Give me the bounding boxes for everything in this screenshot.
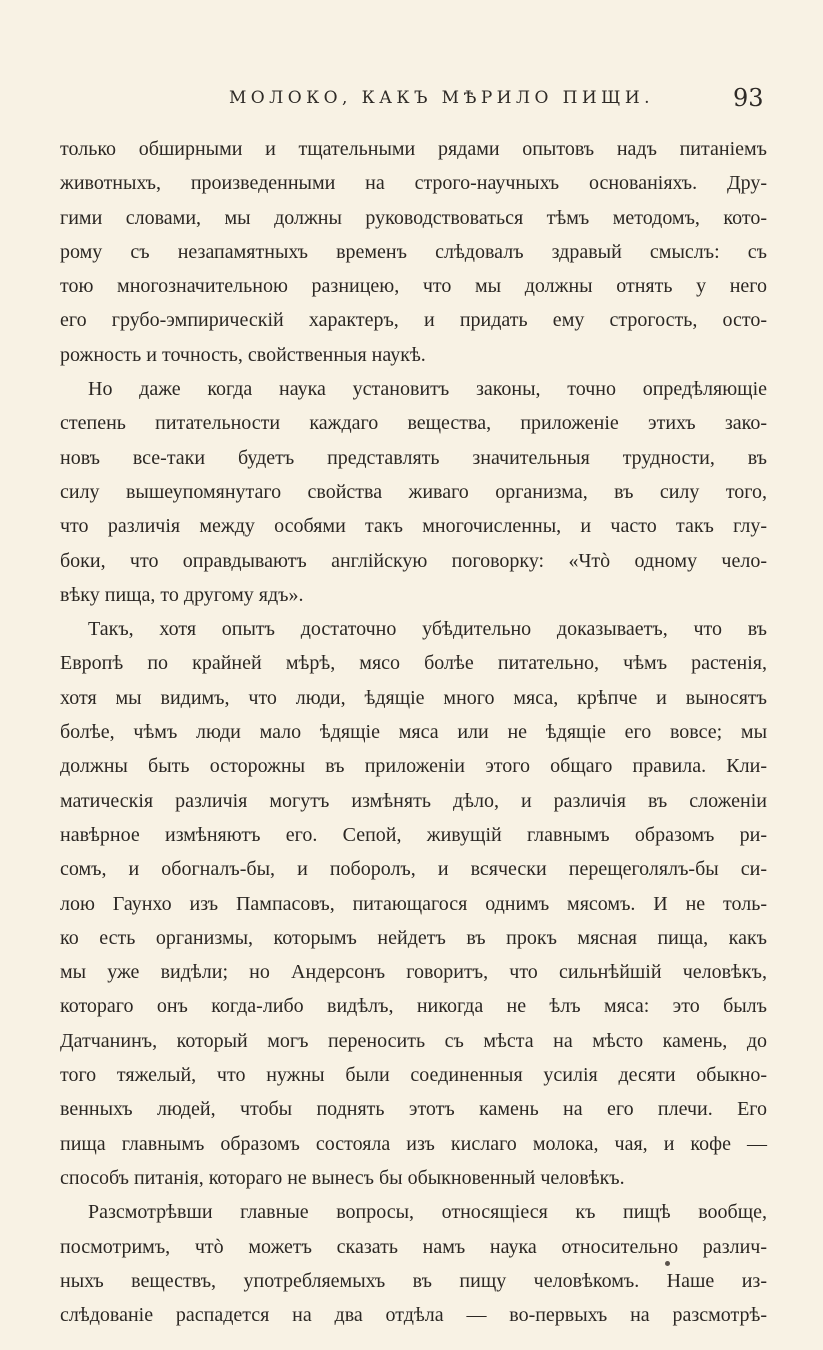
text-line: рожность и точность, свойственныя наукѣ. bbox=[60, 343, 426, 366]
text-line: пища главнымъ образомъ состояла изъ кислаго молока, чая, и кофе — bbox=[60, 1132, 767, 1155]
page-number: 93 bbox=[733, 84, 764, 112]
text-line: ко есть организмы, которымъ нейдетъ въ прокъ мясная пища, какъ bbox=[60, 926, 767, 949]
text-line: животныхъ, произведенными на строго-научныхъ основаніяхъ. Дру- bbox=[60, 172, 767, 195]
text-line: слѣдованіе распадется на два отдѣла — во-первыхъ на разсмотрѣ- bbox=[60, 1304, 767, 1327]
text-line: Датчанинъ, который могъ переносить съ мѣста на мѣсто камень, до bbox=[60, 1029, 767, 1052]
text-line: болѣе, чѣмъ люди мало ѣдящіе мяса или не ѣдящіе его вовсе; мы bbox=[60, 721, 767, 744]
text-line: его грубо-эмпирическій характеръ, и придать ему строгость, осто- bbox=[60, 309, 767, 332]
text-line: силу вышеупомянутаго свойства живаго организма, въ силу того, bbox=[60, 480, 767, 503]
text-line: сомъ, и обогналъ-бы, и поборолъ, и всячески перещеголялъ-бы си- bbox=[60, 858, 767, 881]
text-line: ныхъ веществъ, употребляемыхъ въ пищу человѣкомъ. Наше из- bbox=[60, 1269, 767, 1292]
text-line: степень питательности каждаго вещества, приложеніе этихъ зако- bbox=[60, 412, 767, 435]
text-line: хотя мы видимъ, что люди, ѣдящіе много мяса, крѣпче и выносятъ bbox=[60, 686, 767, 709]
text-line: посмотримъ, чтò можетъ сказать намъ наука относительно различ- bbox=[60, 1235, 767, 1258]
text-line: способъ питанія, котораго не вынесъ бы обыкновенный человѣкъ. bbox=[60, 1166, 625, 1189]
running-head bbox=[0, 84, 823, 116]
body-text bbox=[60, 132, 767, 1332]
text-line: гими словами, мы должны руководствоваться тѣмъ методомъ, кото- bbox=[60, 206, 767, 229]
text-line: лою Гаунхо изъ Пампасовъ, питающагося однимъ мясомъ. И не толь- bbox=[60, 892, 767, 915]
text-line: Разсмотрѣвши главные вопросы, относящіеся къ пищѣ вообще, bbox=[88, 1201, 767, 1224]
ink-speck bbox=[665, 1261, 670, 1266]
text-line: Европѣ по крайней мѣрѣ, мясо болѣе питательно, чѣмъ растенія, bbox=[60, 652, 767, 675]
text-line: котораго онъ когда-либо видѣлъ, никогда не ѣлъ мяса: это былъ bbox=[60, 995, 767, 1018]
text-line: матическія различія могутъ измѣнять дѣло, и различія въ сложеніи bbox=[60, 789, 767, 812]
text-line: вѣку пища, то другому ядъ». bbox=[60, 583, 304, 606]
text-line: того тяжелый, что нужны были соединенныя усилія десяти обыкно- bbox=[60, 1064, 767, 1087]
text-line: боки, что оправдываютъ англійскую поговорку: «Чтò одному чело- bbox=[60, 549, 767, 572]
text-line: новъ все-таки будетъ представлять значительныя трудности, въ bbox=[60, 446, 767, 469]
text-line: тою многозначительною разницею, что мы должны отнять у него bbox=[60, 275, 767, 298]
text-line: рому съ незапамятныхъ временъ слѣдовалъ здравый смыслъ: съ bbox=[60, 240, 767, 263]
running-title: МОЛОКО, КАКЪ МѢРИЛО ПИЩИ. bbox=[229, 88, 654, 108]
text-line: что различія между особями такъ многочисленны, и часто такъ глу- bbox=[60, 515, 767, 538]
text-line: Но даже когда наука установитъ законы, точно опредѣляющіе bbox=[88, 378, 767, 401]
text-line: Такъ, хотя опытъ достаточно убѣдительно доказываетъ, что въ bbox=[88, 618, 767, 641]
text-line: должны быть осторожны въ приложеніи этого общаго правила. Кли- bbox=[60, 755, 767, 778]
text-line: венныхъ людей, чтобы поднять этотъ камень на его плечи. Его bbox=[60, 1098, 767, 1121]
text-line: только обширными и тщательными рядами опытовъ надъ питаніемъ bbox=[60, 138, 767, 160]
text-line: мы уже видѣли; но Андерсонъ говоритъ, что сильнѣйшій человѣкъ, bbox=[60, 961, 767, 984]
text-line: навѣрное измѣняютъ его. Сепой, живущій главнымъ образомъ ри- bbox=[60, 823, 767, 846]
